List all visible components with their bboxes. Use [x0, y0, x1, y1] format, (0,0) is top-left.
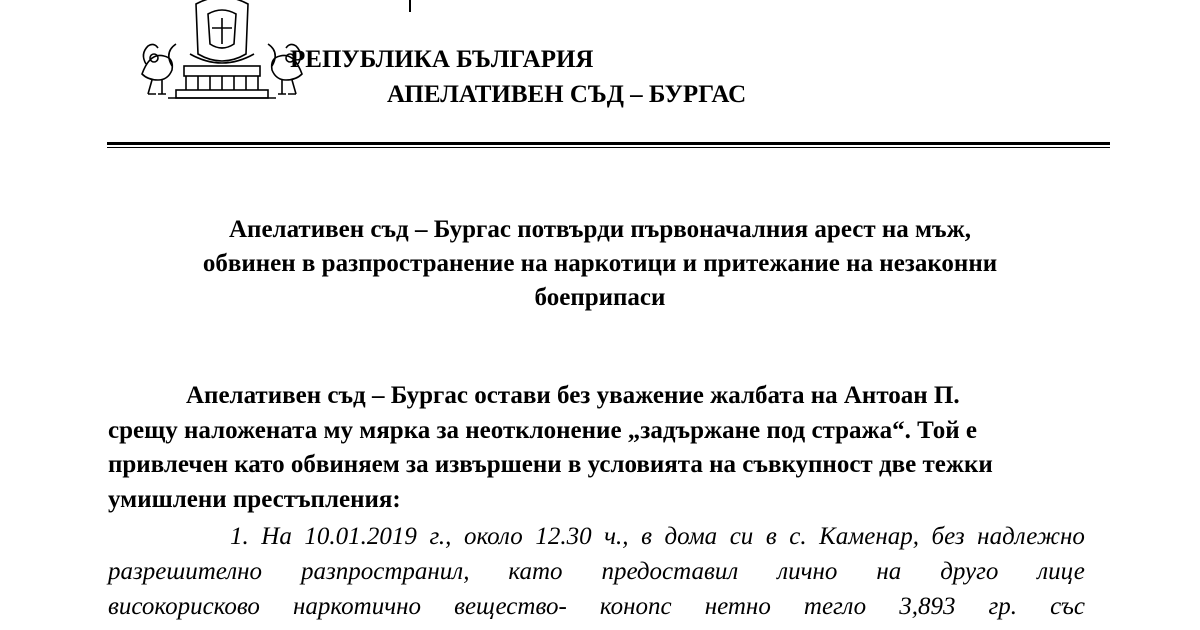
item-word: около	[463, 523, 523, 550]
item-word: предоставил	[601, 558, 739, 585]
item-word: лично	[777, 558, 838, 585]
header-court: АПЕЛАТИВЕН СЪД – БУРГАС	[387, 81, 747, 108]
item-word: Каменар,	[819, 523, 919, 550]
item-word: 12.30	[535, 523, 592, 550]
charge-item-1	[108, 519, 1108, 624]
title-line: обвинен в разпространение на наркотици и притежание на незаконни	[202, 250, 998, 277]
paragraph-line: привлечен като обвиняем за извършени в условията на съвкупност две тежки	[108, 451, 993, 478]
title-line: боеприпаси	[534, 284, 666, 311]
item-word: гр.	[988, 593, 1018, 620]
item-word: в	[641, 523, 652, 550]
item-word: си	[729, 523, 754, 550]
item-word: със	[1050, 593, 1085, 620]
item-line	[108, 519, 1085, 554]
paragraph-line: умишлени престъпления:	[108, 485, 401, 513]
item-word: ч.,	[604, 523, 629, 550]
item-word: 10.01.2019	[304, 523, 417, 550]
document-title	[100, 213, 1100, 315]
item-word: На	[261, 523, 292, 550]
item-word: вещество-	[454, 593, 567, 620]
item-word: конопс	[599, 593, 672, 620]
item-word: високорисково	[108, 593, 260, 620]
item-line	[108, 554, 1085, 589]
item-word: друго	[940, 558, 999, 585]
lead-paragraph	[108, 379, 1088, 517]
paragraph-line: срещу наложената му мярка за неотклонение „задържане под стража“. Той е	[108, 416, 977, 444]
item-word: без	[931, 523, 965, 550]
item-word: 3,893	[899, 593, 956, 620]
item-word: наркотично	[293, 593, 422, 620]
item-line	[108, 589, 1085, 624]
item-word: разпространил,	[300, 558, 470, 585]
paragraph-line: Апелативен съд – Бургас остави без уважение жалбата на Антоан П.	[186, 382, 960, 409]
item-word: тегло	[803, 593, 867, 620]
header-rule-thick	[107, 142, 1110, 145]
item-word: в	[765, 523, 777, 550]
item-word: 1.	[230, 523, 249, 550]
item-word: с.	[789, 523, 807, 550]
top-edge-mark	[409, 0, 411, 12]
item-word: на	[876, 558, 902, 585]
title-line: Апелативен съд – Бургас потвърди първоначалния арест на мъж,	[229, 216, 971, 243]
item-word: г.,	[429, 523, 452, 550]
item-word: надлежно	[977, 523, 1085, 550]
item-word: като	[508, 558, 563, 585]
header-rule-thin	[107, 147, 1110, 148]
item-word: разрешително	[108, 558, 263, 585]
item-word: лице	[1037, 558, 1085, 585]
header-country: РЕПУБЛИКА БЪЛГАРИЯ	[290, 46, 594, 73]
item-word: нетно	[704, 593, 771, 620]
item-word: дома	[664, 523, 718, 550]
